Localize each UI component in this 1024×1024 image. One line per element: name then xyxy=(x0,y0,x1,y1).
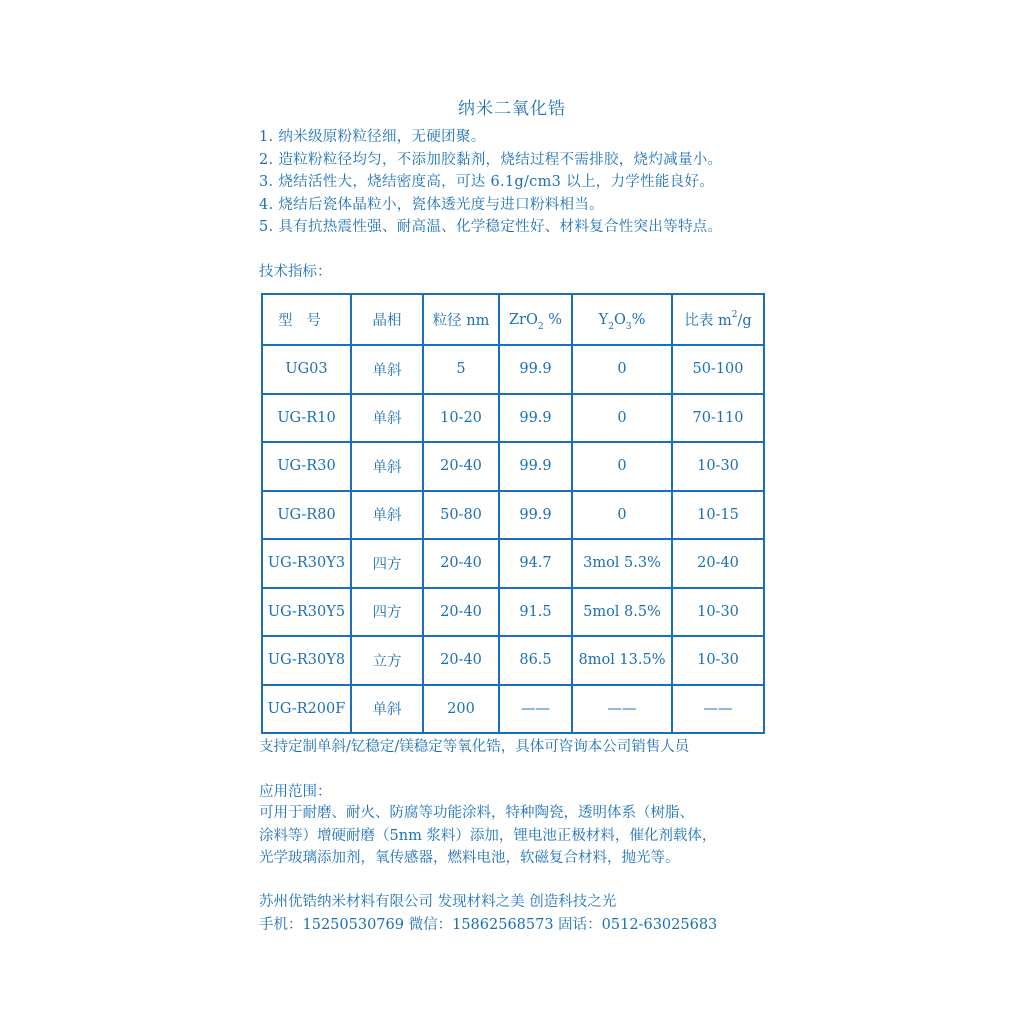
spec-section-label: 技术指标： xyxy=(259,264,332,280)
application-line: 光学玻璃添加剂，氧传感器，燃料电池，软磁复合材料，抛光等。 xyxy=(259,850,680,866)
application-section-label: 应用范围： xyxy=(259,784,332,800)
feature-item: 3. 烧结活性大，烧结密度高，可达 6.1g/cm3 以上，力学性能良好。 xyxy=(259,174,715,190)
cell-size: 20-40 xyxy=(423,588,499,637)
y2o3-o: O xyxy=(613,311,626,328)
y2o3-subscript-2: 3 xyxy=(625,321,632,332)
surface-unit: /g xyxy=(737,313,752,329)
application-line: 涂料等）增硬耐磨（5nm 浆料）添加，锂电池正极材料，催化剂载体， xyxy=(259,827,717,844)
header-model-label: 型号 xyxy=(278,313,335,329)
customization-note: 支持定制单斜/钇稳定/镁稳定等氧化锆，具体可咨询本公司销售人员 xyxy=(259,739,690,755)
cell-zro2: —— xyxy=(499,685,572,734)
cell-y2o3: —— xyxy=(572,685,672,734)
table-row xyxy=(262,345,764,394)
table-row xyxy=(262,442,764,491)
cell-y2o3: 0 xyxy=(572,345,672,394)
cell-y2o3: 3mol 5.3% xyxy=(572,539,672,588)
header-size: 粒径 nm xyxy=(423,294,499,345)
cell-phase: 单斜 xyxy=(351,685,423,734)
header-y2o3 xyxy=(572,294,672,345)
cell-model: UG-R200F xyxy=(262,685,351,734)
cell-surface: 10-30 xyxy=(672,442,764,491)
cell-phase: 单斜 xyxy=(351,394,423,443)
cell-model: UG-R30 xyxy=(262,442,351,491)
cell-model: UG-R30Y3 xyxy=(262,539,351,588)
cell-model: UG-R80 xyxy=(262,491,351,540)
cell-surface: 10-30 xyxy=(672,636,764,685)
cell-y2o3: 0 xyxy=(572,442,672,491)
cell-model: UG-R10 xyxy=(262,394,351,443)
cell-model: UG03 xyxy=(262,345,351,394)
zro2-unit: % xyxy=(543,311,563,328)
feature-item: 5. 具有抗热震性强、耐高温、化学稳定性好、材料复合性突出等特点。 xyxy=(259,219,723,235)
cell-y2o3: 8mol 13.5% xyxy=(572,636,672,685)
cell-zro2: 99.9 xyxy=(499,394,572,443)
feature-item: 2. 造粒粉粒径均匀，不添加胶黏剂，烧结过程不需排胶，烧灼减量小。 xyxy=(259,151,723,168)
zro2-subscript: 2 xyxy=(537,321,544,332)
cell-zro2: 99.9 xyxy=(499,442,572,491)
cell-y2o3: 0 xyxy=(572,394,672,443)
cell-surface: —— xyxy=(672,685,764,734)
header-surface-area xyxy=(672,294,764,345)
header-model xyxy=(262,294,351,345)
cell-y2o3: 5mol 8.5% xyxy=(572,588,672,637)
cell-size: 20-40 xyxy=(423,636,499,685)
cell-size: 20-40 xyxy=(423,442,499,491)
table-row xyxy=(262,394,764,443)
application-list xyxy=(259,802,716,870)
cell-surface: 10-15 xyxy=(672,491,764,540)
cell-phase: 四方 xyxy=(351,588,423,637)
header-phase: 晶相 xyxy=(351,294,423,345)
table-row xyxy=(262,636,764,685)
application-line: 可用于耐磨、耐火、防腐等功能涂料，特种陶瓷，透明体系（树脂、 xyxy=(259,805,694,821)
cell-surface: 70-110 xyxy=(672,394,764,443)
table-row xyxy=(262,685,764,734)
cell-size: 200 xyxy=(423,685,499,734)
y2o3-y: Y xyxy=(598,311,609,328)
cell-surface: 20-40 xyxy=(672,539,764,588)
cell-phase: 单斜 xyxy=(351,345,423,394)
surface-superscript: 2 xyxy=(731,310,738,320)
cell-zro2: 86.5 xyxy=(499,636,572,685)
cell-phase: 单斜 xyxy=(351,491,423,540)
cell-zro2: 94.7 xyxy=(499,539,572,588)
feature-item: 4. 烧结后瓷体晶粒小，瓷体透光度与进口粉料相当。 xyxy=(259,196,604,213)
cell-zro2: 99.9 xyxy=(499,345,572,394)
cell-y2o3: 0 xyxy=(572,491,672,540)
feature-list xyxy=(259,126,722,239)
surface-label: 比表 m xyxy=(684,313,732,329)
cell-size: 5 xyxy=(423,345,499,394)
cell-phase: 立方 xyxy=(351,636,423,685)
table-row xyxy=(262,539,764,588)
cell-zro2: 99.9 xyxy=(499,491,572,540)
cell-surface: 50-100 xyxy=(672,345,764,394)
cell-surface: 10-30 xyxy=(672,588,764,637)
page-title: 纳米二氧化锆 xyxy=(458,99,566,119)
company-slogan: 苏州优锆纳米材料有限公司 发现材料之美 创造科技之光 xyxy=(259,894,617,910)
cell-model: UG-R30Y8 xyxy=(262,636,351,685)
header-zro2 xyxy=(499,294,572,345)
cell-size: 10-20 xyxy=(423,394,499,443)
table-header-row xyxy=(262,294,764,345)
table-row xyxy=(262,491,764,540)
feature-item: 1. 纳米级原粉粒径细，无硬团聚。 xyxy=(259,129,486,145)
y2o3-subscript-1: 2 xyxy=(608,321,614,332)
zro2-label: ZrO xyxy=(508,311,538,328)
table-row xyxy=(262,588,764,637)
cell-size: 50-80 xyxy=(423,491,499,540)
cell-zro2: 91.5 xyxy=(499,588,572,637)
cell-size: 20-40 xyxy=(423,539,499,588)
cell-phase: 四方 xyxy=(351,539,423,588)
cell-phase: 单斜 xyxy=(351,442,423,491)
cell-model: UG-R30Y5 xyxy=(262,588,351,637)
y2o3-unit: % xyxy=(631,311,646,328)
contact-info: 手机：15250530769 微信：15862568573 固话：0512-63025683 xyxy=(259,917,718,933)
spec-table xyxy=(261,293,765,734)
